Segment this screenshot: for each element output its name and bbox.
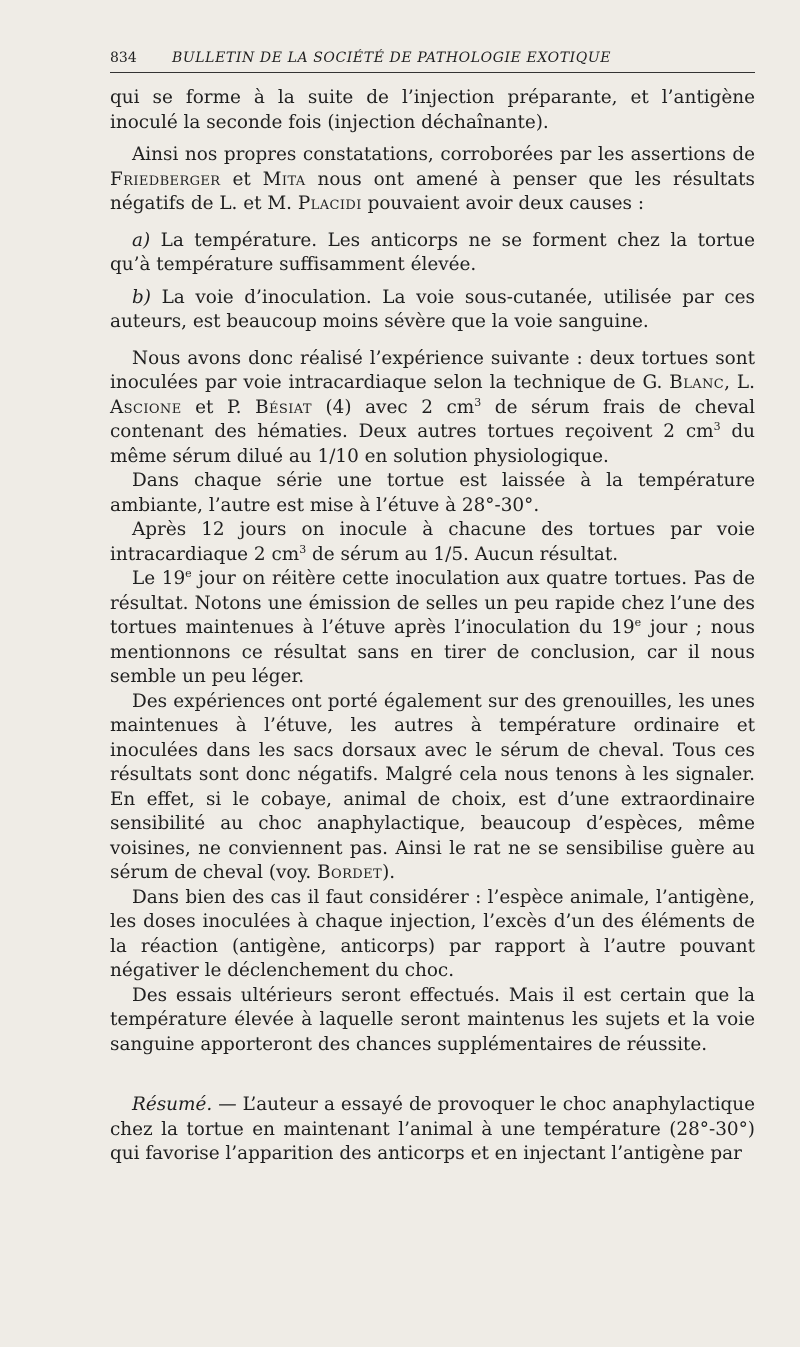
paragraph-causes: Ainsi nos propres constatations, corroborées par les assertions de Friedberger et Mita nous ont amené à penser que les résultats négatifs de L. et M. Placidi pouvaient avoir deux causes : bbox=[110, 144, 755, 214]
author-mita: Mita bbox=[262, 168, 306, 190]
cause-a: a) La température. Les anticorps ne se forment chez la tortue qu’à température suffisamment élevée. bbox=[110, 229, 755, 275]
running-header bbox=[110, 44, 755, 73]
paragraph-frogs: Des expériences ont porté également sur des grenouilles, les unes maintenues à l’étuve, les autres à température ordinaire et inoculées dans les sacs dorsaux avec le sérum de cheval. Tous ces résultats sont donc négatifs. Malgré cela nous tenons à les signaler. En effet, si le cobaye, animal de choix, est d’une extraordinaire sensibilité au choc anaphylactique, beaucoup d’espèces, même voisines, ne conviennent pas. Ainsi le rat ne se sensibilise guère au sérum de cheval (voy. Bordet). bbox=[110, 690, 755, 883]
author-besiat: Bésiat bbox=[255, 396, 312, 418]
author-ascione: Ascione bbox=[110, 396, 182, 418]
summary-paragraph: Résumé. — L’auteur a essayé de provoquer le choc anaphylactique chez la tortue en maintenant l’animal à une température (28°-30°) qui favorise l’apparition des anticorps et en injectant l’antigène par bbox=[110, 1094, 755, 1164]
paragraph-12-days: Après 12 jours on inocule à chacune des tortues par voie intracardiaque 2 $cm^3$ de sérum au 1/5. Aucun résultat. bbox=[110, 519, 755, 565]
author-blanc: Blanc bbox=[669, 372, 725, 393]
author-friedberger: Friedberger bbox=[110, 168, 221, 190]
paragraph-considerations: Dans bien des cas il faut considérer : l’espèce animale, l’antigène, les doses inoculées à chaque injection, l’excès d’un des éléments de la réaction (antigène, anticorps) par rapport à l’autre pouvant négativer le déclenchement du choc. bbox=[110, 886, 755, 981]
paragraph-future-trials: Des essais ultérieurs seront effectués. Mais il est certain que la température élevée à laquelle seront maintenus les sujets et la voie sanguine apporteront des chances supplémentaires de réussite. bbox=[110, 984, 755, 1055]
author-bordet: Bordet bbox=[317, 862, 383, 883]
page-number: 834 bbox=[110, 50, 137, 66]
summary-label: Résumé. bbox=[132, 1094, 213, 1115]
article-body bbox=[110, 86, 755, 1167]
paragraph-experiment: Nous avons donc réalisé l’expérience suivante : deux tortues sont inoculées par voie intracardiaque selon la technique de G. Blanc, L. Ascione et P. Bésiat (4) avec 2 $cm^3$ de sérum frais de cheval contenant des hématies. Deux autres tortues reçoivent 2 $cm^3$ du même sérum dilué au 1/10 en solution physiologique. bbox=[110, 347, 755, 467]
running-title: BULLETIN DE LA SOCIÉTÉ DE PATHOLOGIE EXOTIQUE bbox=[172, 50, 612, 66]
paragraph-continuation: qui se forme à la suite de l’injection préparante, et l’antigène inoculé la seconde fois (injection déchaînante). bbox=[110, 87, 755, 133]
cause-b-label: b) bbox=[132, 286, 151, 308]
cause-a-label: a) bbox=[132, 229, 151, 251]
paragraph-series: Dans chaque série une tortue est laissée à la température ambiante, l’autre est mise à l’étuve à 28°-30°. bbox=[110, 470, 755, 516]
author-placidi: Placidi bbox=[297, 193, 362, 214]
cause-b: b) La voie d’inoculation. La voie sous-cutanée, utilisée par ces auteurs, est beaucoup moins sévère que la voie sanguine. bbox=[110, 286, 755, 332]
paragraph-19th-day: Le 19e jour on réitère cette inoculation aux quatre tortues. Pas de résultat. Notons une émission de selles un peu rapide chez l’une des tortues maintenues à l’étuve après l’inoculation du 19e jour ; nous mentionnons ce résultat sans en tirer de conclusion, car il nous semble un peu léger. bbox=[110, 566, 755, 687]
